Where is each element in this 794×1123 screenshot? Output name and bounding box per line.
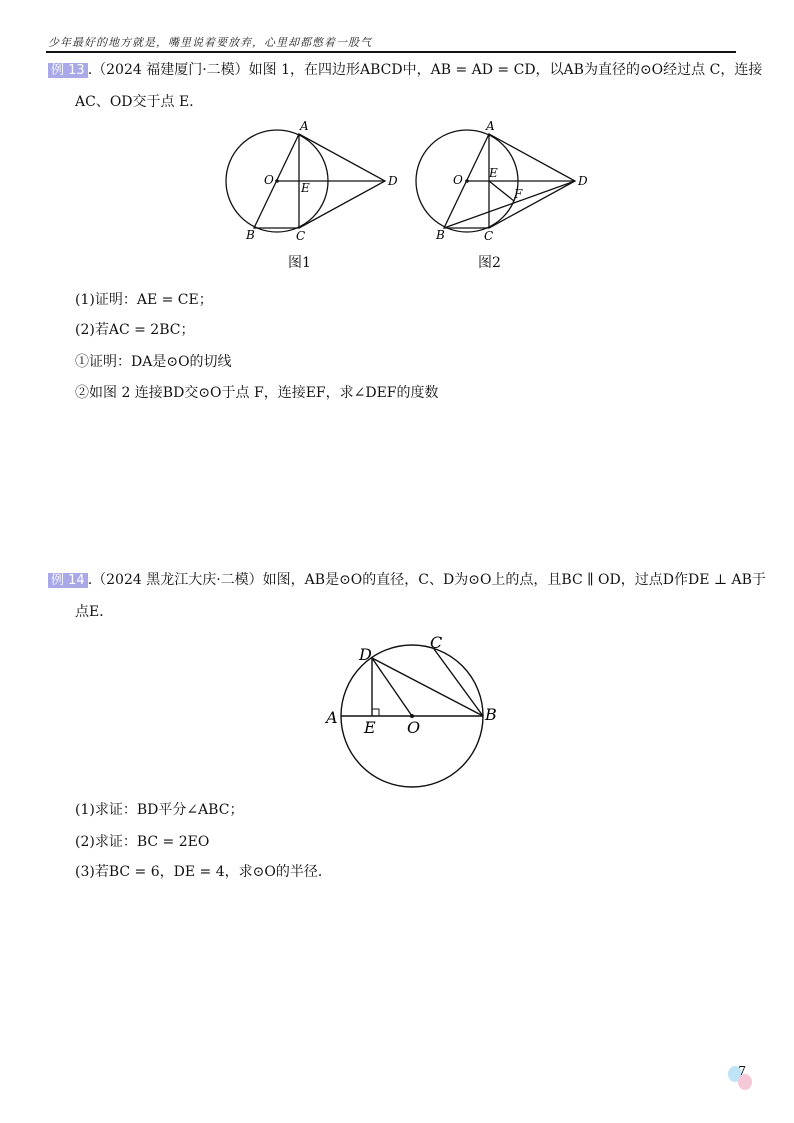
fig1-label-d: D: [388, 174, 398, 188]
ex14-tag: 例 14: [48, 573, 88, 588]
ex13-q2a: ①证明：DA是⊙O的切线: [75, 354, 232, 370]
ex14-line2: 点E．: [75, 604, 114, 620]
ex13-heading: [48, 60, 762, 81]
ex13-q2b: ②如图 2 连接BD交⊙O于点 F，连接EF，求∠DEF的度数: [75, 385, 439, 401]
fig2-caption: 图2: [478, 255, 501, 271]
ex14-q3: (3)若BC = 6，DE = 4，求⊙O的半径．: [75, 864, 332, 880]
ex13-q1: (1)证明：AE = CE；: [75, 292, 213, 308]
fig14-label-e: E: [364, 718, 376, 737]
fig2-label-e: E: [489, 166, 498, 180]
fig1-label-e: E: [301, 181, 310, 195]
ex13-source: .（2024 福建厦门·二模）如图 1，在四边形ABCD中，AB = AD = CD，以AB为直径的⊙O经过点 C，连接: [87, 62, 763, 78]
fig2-label-c: C: [484, 229, 494, 243]
fig2-label-b: B: [436, 228, 445, 242]
ex13-q2: (2)若AC = 2BC；: [75, 322, 195, 338]
header-rule: [46, 51, 736, 53]
fig2-label-a: A: [486, 119, 495, 133]
fig14-label-a: A: [326, 708, 338, 727]
fig14-label-c: C: [430, 633, 443, 652]
fig14-label-d: D: [359, 645, 372, 664]
header-motto: 少年最好的地方就是，嘴里说着要放弃，心里却都憋着一股气: [48, 36, 372, 49]
ex14-heading: [48, 570, 766, 591]
fig1-label-o: O: [264, 173, 274, 187]
ex14-figure: [320, 630, 520, 795]
ex14-q1: (1)求证：BD平分∠ABC；: [75, 802, 244, 818]
ex13-figure2: [410, 118, 590, 248]
page-number: 7: [738, 1064, 746, 1078]
fig2-label-o: O: [453, 173, 463, 187]
fig1-caption: 图1: [288, 255, 311, 271]
fig1-label-c: C: [296, 229, 306, 243]
fig1-label-b: B: [246, 228, 255, 242]
ex13-line2: AC、OD交于点 E．: [75, 94, 204, 110]
ex14-q2: (2)求证：BC = 2EO: [75, 834, 210, 850]
fig2-label-d: D: [578, 174, 588, 188]
ex13-tag: 例 13: [48, 63, 88, 78]
fig2-label-f: F: [514, 187, 523, 201]
fig14-label-b: B: [485, 705, 497, 724]
ex13-figure1: [220, 118, 400, 248]
fig1-label-a: A: [300, 119, 309, 133]
ex14-source: .（2024 黑龙江大庆·二模）如图，AB是⊙O的直径，C、D为⊙O上的点，且BC ∥ OD，过点D作DE ⊥ AB于: [87, 572, 766, 588]
fig14-label-o: O: [407, 718, 421, 737]
